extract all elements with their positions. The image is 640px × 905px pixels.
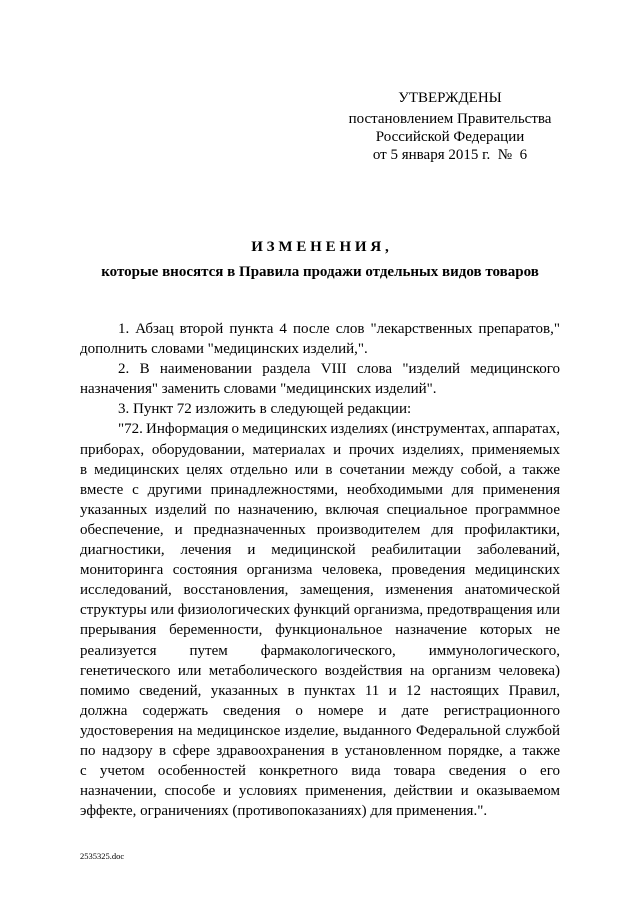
paragraph-line-row	[80, 460, 560, 480]
paragraph-line-row	[80, 319, 560, 339]
paragraph-line: структуры или физиологических функций организма, предотвращения или	[80, 602, 560, 619]
paragraph-line: по надзору в сфере здравоохранения в установленном порядке, а также	[80, 742, 560, 759]
paragraph-line-row	[80, 339, 560, 359]
changes-subtitle: которые вносятся в Правила продажи отдельных видов товаров	[101, 264, 539, 280]
paragraph-line-row	[80, 701, 560, 721]
paragraph-line: 3. Пункт 72 изложить в следующей редакции:	[118, 401, 412, 418]
paragraph-line-row	[80, 620, 560, 640]
paragraph-2	[80, 359, 560, 399]
paragraph-line-row	[80, 801, 560, 821]
paragraph-line: 2. В наименовании раздела VIII слова "изделий медицинского	[118, 361, 560, 378]
paragraph-line-row	[80, 419, 560, 439]
document-body	[80, 319, 560, 821]
paragraph-line: назначения" заменить словами "медицинских изделий".	[80, 381, 437, 398]
paragraph-line-row	[80, 379, 560, 399]
approval-block	[330, 89, 570, 164]
paragraph-line-row	[80, 540, 560, 560]
paragraph-line-row	[80, 761, 560, 781]
paragraph-line: назначении, способе и условиях применения, действии и оказываемом	[80, 783, 560, 800]
paragraph-line: приборах, оборудовании, материалах и прочих изделиях, применяемых	[80, 441, 560, 458]
paragraph-line: удостоверения на медицинское изделие, выданного Федеральной службой	[80, 722, 560, 739]
paragraph-line-row	[80, 681, 560, 701]
approval-title: УТВЕРЖДЕНЫ	[398, 90, 502, 106]
approval-date-number: от 5 января 2015 г. № 6	[372, 147, 528, 163]
paragraph-line-row	[80, 600, 560, 620]
changes-title: ИЗМЕНЕНИЯ,	[251, 239, 393, 255]
paragraph-line-row	[80, 480, 560, 500]
paragraph-line: диагностики, лечения и медицинской реабилитации заболеваний,	[80, 542, 560, 559]
paragraph-line: в медицинских целях отдельно или в сочетании между собой, а также	[80, 461, 560, 478]
paragraph-line: мониторинга состояния организма человека, проведения медицинских	[80, 562, 560, 579]
paragraph-line-row	[80, 399, 560, 419]
paragraph-line-row	[80, 580, 560, 600]
paragraph-line: исследований, восстановления, замещения, изменения анатомической	[80, 582, 560, 599]
paragraph-line: прерывания беременности, функциональное назначение которых не	[80, 622, 560, 639]
paragraph-line: генетического или метаболического воздействия на организм человека)	[80, 662, 560, 679]
paragraph-line: обеспечение, и предназначенных производителем для профилактики,	[80, 521, 560, 538]
paragraph-line: с учетом особенностей конкретного вида товара сведения о его	[80, 763, 560, 780]
paragraph-line: вместе с другими принадлежностями, необходимыми для применения	[80, 481, 560, 498]
paragraph-line-row	[80, 359, 560, 379]
paragraph-3	[80, 399, 560, 419]
approval-issuer: постановлением Правительства	[348, 111, 552, 127]
paragraph-line: помимо сведений, указанных в пунктах 11 и 12 настоящих Правил,	[80, 682, 560, 699]
paragraph-line-row	[80, 440, 560, 460]
paragraph-line: эффекте, ограничениях (противопоказаниях) для применения.".	[80, 803, 488, 820]
paragraph-line-row	[80, 721, 560, 741]
paragraph-line: дополнить словами "медицинских изделий,".	[80, 341, 368, 358]
paragraph-4	[80, 419, 560, 821]
paragraph-line-row	[80, 500, 560, 520]
document-heading	[0, 238, 640, 281]
paragraph-line: 1. Абзац второй пункта 4 после слов "лекарственных препаратов,"	[118, 321, 560, 337]
paragraph-line-row	[80, 560, 560, 580]
paragraph-line-row	[80, 520, 560, 540]
paragraph-line: указанных изделий по назначению, включая специальное программное	[80, 501, 560, 518]
paragraph-line: реализуется путем фармакологического, иммунологического,	[80, 642, 560, 659]
paragraph-line: должна содержать сведения о номере и дате регистрационного	[80, 702, 560, 719]
document-filename: 2535325.doc	[80, 851, 125, 861]
paragraph-line: "72. Информация о медицинских изделиях (инструментах, аппаратах,	[118, 421, 560, 438]
paragraph-line-row	[80, 781, 560, 801]
paragraph-line-row	[80, 741, 560, 761]
approval-country: Российской Федерации	[375, 129, 525, 145]
paragraph-1	[80, 319, 560, 359]
paragraph-line-row	[80, 661, 560, 681]
paragraph-line-row	[80, 641, 560, 661]
